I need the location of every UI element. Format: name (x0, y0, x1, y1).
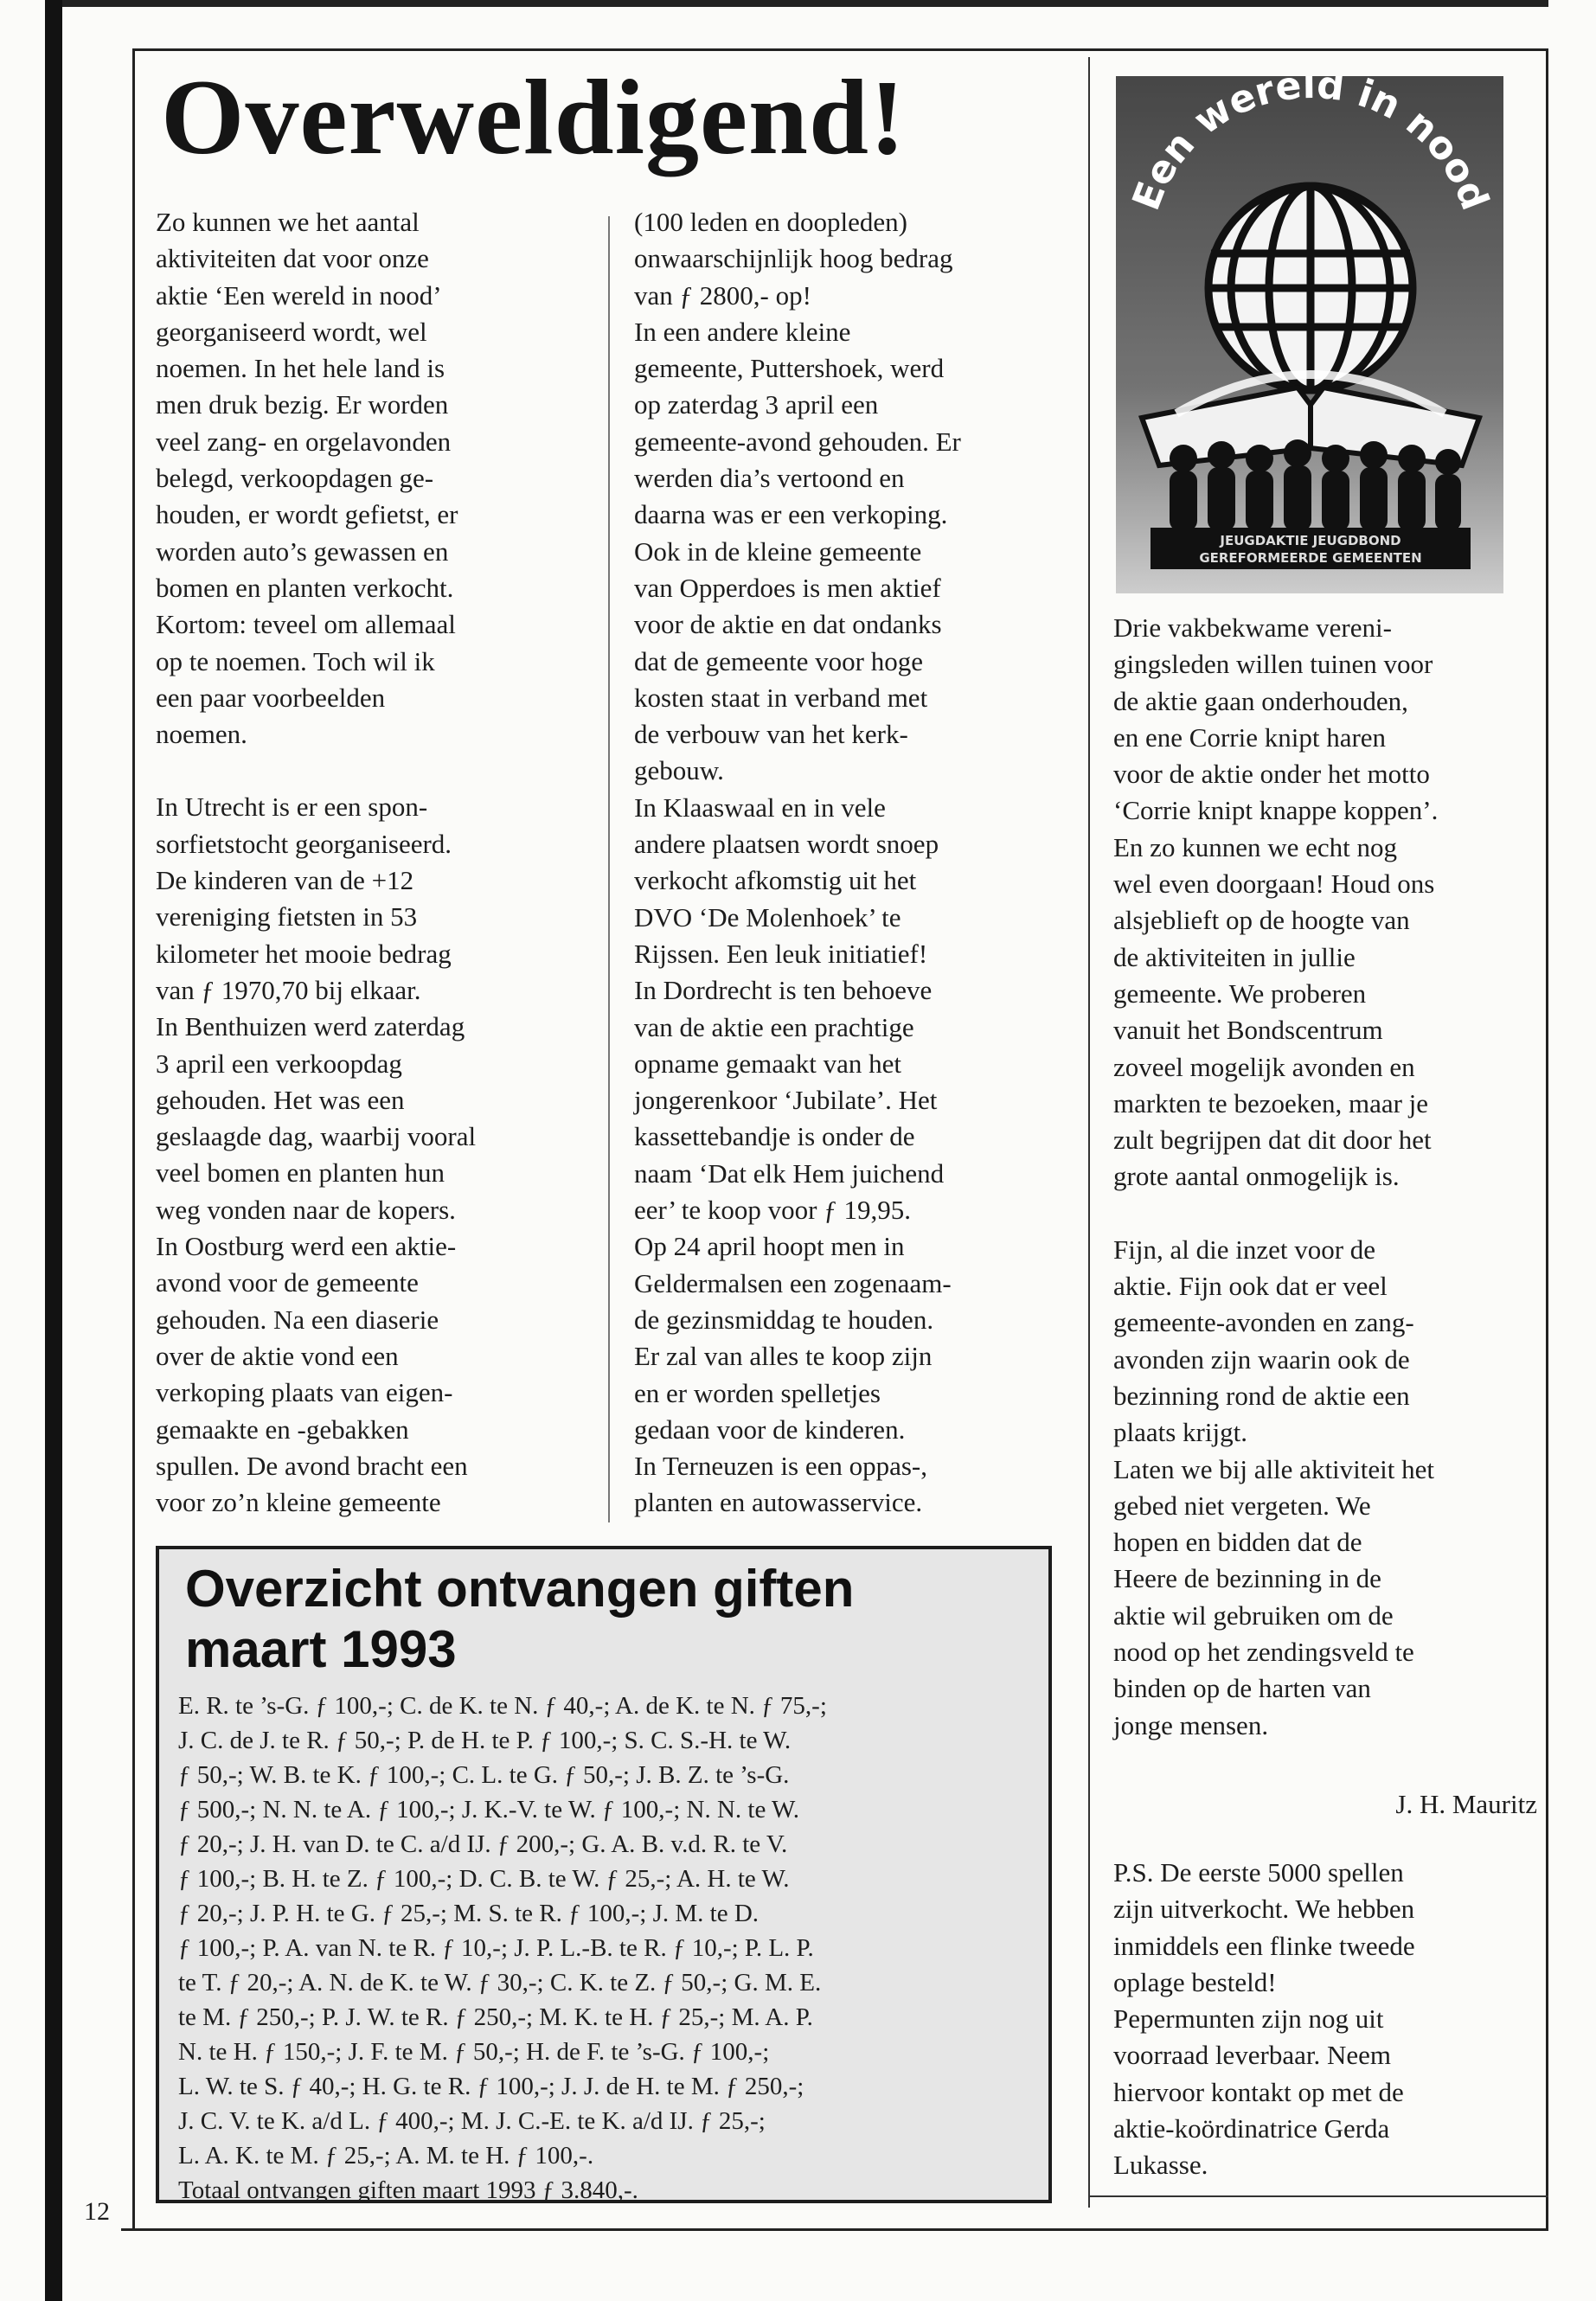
page-number: 12 (84, 2197, 110, 2226)
article-headline: Overweldigend! (161, 58, 907, 176)
column-separator (608, 216, 610, 1522)
logo-arc-text: Een wereld in nood (1124, 76, 1497, 216)
logo-banner-line-2: GEREFORMEERDE GEMEENTEN (1199, 550, 1422, 566)
paragraph: P.S. De eerste 5000 spellen zijn uitverkocht. We hebben inmiddels een flinke tweede oplage besteld! Pepermunten zijn nog uit voorraad leverbaar. Neem hiervoor kontakt op met de aktie-koördinatrice Gerda Lukasse. (1113, 1857, 1415, 2181)
sidebar-border (1088, 57, 1100, 2208)
paragraph: Fijn, al die inzet voor de aktie. Fijn ook dat er veel gemeente-avonden en zang- avonden zijn waarin ook de bezinning rond de aktie een plaats krijgt. Laten we bij alle aktiviteit het gebed niet vergeten. We hopen en bidden dat de Heere de bezinning in de aktie wil gebruiken om de nood op het zendingsveld te binden op de harten van jonge mensen. (1113, 1234, 1435, 1740)
paragraph: Drie vakbekwame vereni- gingsleden willen tuinen voor de aktie gaan onderhouden, en ene Corrie knipt haren voor de aktie onder het motto ‘Corrie knipt knappe koppen’. En zo kunnen we echt nog wel even doorgaan! Houd ons alsjeblieft op de hoogte van de aktiviteiten in jullie gemeente. We proberen vanuit het Bondscentrum zoveel mogelijk avonden en markten te bezoeken, maar je zult begrijpen dat dit door het grote aantal onmogelijk is. (1113, 612, 1439, 1192)
een-wereld-in-nood-logo (1116, 76, 1503, 593)
paragraph: In Utrecht is er een spon- sorfietstocht georganiseerd. De kinderen van de +12 vereniging fietsten in 53 kilometer het mooie bedrag van ƒ 1970,70 bij elkaar. In Benthuizen werd zaterdag 3 april een verkoopdag gehouden. Het was een geslaagde dag, waarbij vooral veel bomen en planten hun weg vonden naar de kopers. In Oostburg werd een aktie- avond voor de gemeente gehouden. Na een diaserie over de aktie vond een verkoping plaats van eigen- gemaakte en -gebakken spullen. De avond bracht een voor zo’n kleine gemeente (156, 792, 477, 1518)
logo-graphic (1116, 76, 1503, 593)
article-column-3 (1113, 610, 1537, 1744)
postscript (1113, 1855, 1537, 2184)
logo-banner-line-1: JEUGDAKTIE JEUGDBOND (1220, 533, 1401, 548)
article-column-1 (156, 204, 588, 1521)
binding-edge (45, 0, 62, 2301)
gifts-list: E. R. te ’s-G. ƒ 100,-; C. de K. te N. ƒ 40,-; A. de K. te N. ƒ 75,-; J. C. de J. te R. ƒ 50,-; P. de H. te P. ƒ 100,-; S. C. S.-H. te W. ƒ 50,-; W. B. te K. ƒ 100,-; C. L. te G. ƒ 50,-; J. B. Z. te ’s-G. ƒ 500,-; N. N. te A. ƒ 100,-; J. K.-V. te W. ƒ 100,-; N. N. te W. ƒ 20,-; J. H. van D. te C. a/d IJ. ƒ 200,-; G. A. B. v.d. R. te V. ƒ 100,-; B. H. te Z. ƒ 100,-; D. C. B. te W. ƒ 25,-; A. H. te W. ƒ 20,-; J. P. H. te G. ƒ 25,-; M. S. te R. ƒ 100,-; J. M. te D. ƒ 100,-; P. A. van N. te R. ƒ 10,-; J. P. L.-B. te R. ƒ 10,-; P. L. P. te T. ƒ 20,-; A. N. de K. te W. ƒ 30,-; C. K. te Z. ƒ 50,-; G. M. E. te M. ƒ 250,-; P. J. W. te R. ƒ 250,-; M. K. te H. ƒ 25,-; M. A. P. N. te H. ƒ 150,-; J. F. te M. ƒ 50,-; H. de F. te ’s-G. ƒ 100,-; L. W. te S. ƒ 40,-; H. G. te R. ƒ 100,-; J. J. de H. te M. ƒ 250,-; J. C. V. te K. a/d L. ƒ 400,-; M. J. C.-E. te K. a/d IJ. ƒ 25,-; L. A. K. te M. ƒ 25,-; A. M. te H. ƒ 100,-. Totaal ontvangen giften maart 1993 ƒ 3.840,-. (178, 1692, 827, 2204)
paragraph: Zo kunnen we het aantal aktiviteiten dat voor onze aktie ‘Een wereld in nood’ georganiseerd wordt, wel noemen. In het hele land is men druk bezig. Er worden veel zang- en orgelavonden belegd, verkoopdagen ge- houden, er wordt gefietst, er worden auto’s gewassen en bomen en planten verkocht. Kortom: teveel om allemaal op te noemen. Toch wil ik een paar voorbeelden noemen. (156, 207, 458, 750)
gifts-overview-title: Overzicht ontvangen giften maart 1993 (185, 1560, 855, 1678)
author-signature: J. H. Mauritz (1395, 1789, 1537, 1819)
article-column-2 (634, 204, 1075, 1522)
top-rule (62, 0, 1548, 7)
frame-right-rule (1546, 48, 1548, 2230)
paragraph: (100 leden en doopleden) onwaarschijnlijk hoog bedrag van ƒ 2800,- op! In een andere kleine gemeente, Puttershoek, werd op zaterdag 3 april een gemeente-avond gehouden. Er werden dia’s vertoond en daarna was er een verkoping. Ook in de kleine gemeente van Opperdoes is men aktief voor de aktie en dat ondanks dat de gemeente voor hoge kosten staat in verband met de verbouw van het kerk- gebouw. In Klaaswaal en in vele andere plaatsen wordt snoep verkocht afkomstig uit het DVO ‘De Molenhoek’ te Rijssen. Een leuk initiatief! In Dordrecht is ten behoeve van de aktie een prachtige opname gemaakt van het jongerenkoor ‘Jubilate’. Het kassettebandje is onder de naam ‘Dat elk Hem juichend eer’ te koop voor ƒ 19,95. Op 24 april hoopt men in Geldermalsen een zogenaam- de gezinsmiddag te houden. Er zal van alles te koop zijn en er worden spelletjes gedaan voor de kinderen. In Terneuzen is een oppas-, planten en autowasservice. (634, 207, 961, 1518)
frame-bottom-rule (121, 2228, 1548, 2231)
frame-left-rule (132, 48, 135, 2230)
frame-top-rule (132, 48, 1548, 51)
globe-icon (1208, 186, 1413, 390)
sidebar-bottom-rule (1088, 2195, 1548, 2197)
